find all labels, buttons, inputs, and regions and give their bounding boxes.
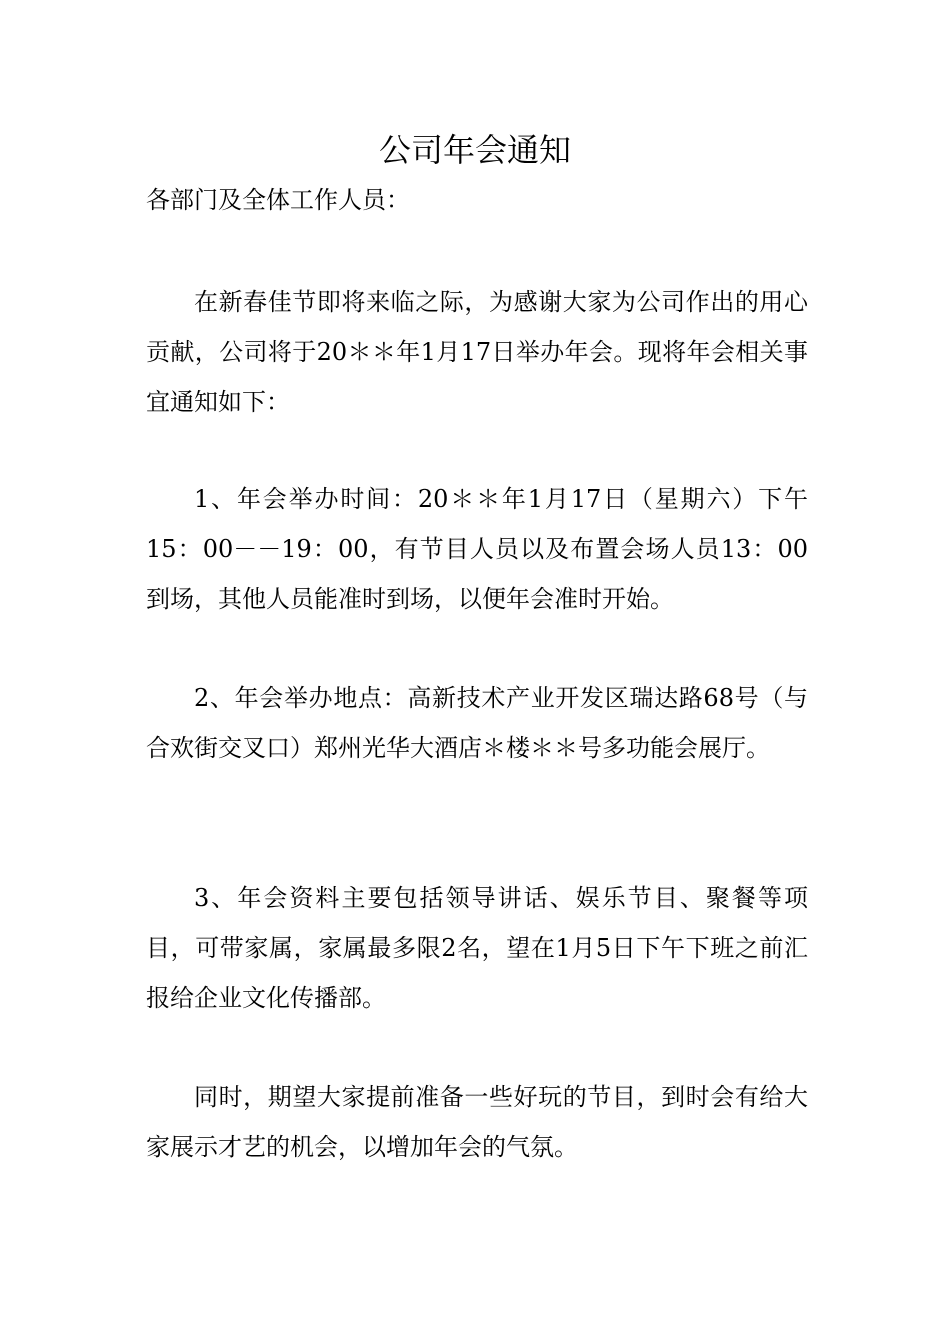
paragraph-intro: 在新春佳节即将来临之际，为感谢大家为公司作出的用心贡献，公司将于20＊＊年1月17日举办年会。现将年会相关事宜通知如下： [146,288,808,416]
paragraph-time: 1、年会举办时间：20＊＊年1月17日（星期六）下午15：00－－19：00，有节目人员以及布置会场人员13：00到场，其他人员能准时到场，以便年会准时开始。 [146,485,808,613]
salutation: 各部门及全体工作人员： [146,186,410,214]
paragraph-location: 2、年会举办地点：高新技术产业开发区瑞达路68号（与合欢街交叉口）郑州光华大酒店＊楼＊＊号多功能会展厅。 [146,684,808,762]
paragraph-content: 3、年会资料主要包括领导讲话、娱乐节目、聚餐等项目，可带家属，家属最多限2名，望在1月5日下午下班之前汇报给企业文化传播部。 [146,884,808,1012]
paragraph-closing: 同时，期望大家提前准备一些好玩的节目，到时会有给大家展示才艺的机会，以增加年会的气氛。 [146,1083,808,1161]
document-title: 公司年会通知 [378,131,571,169]
